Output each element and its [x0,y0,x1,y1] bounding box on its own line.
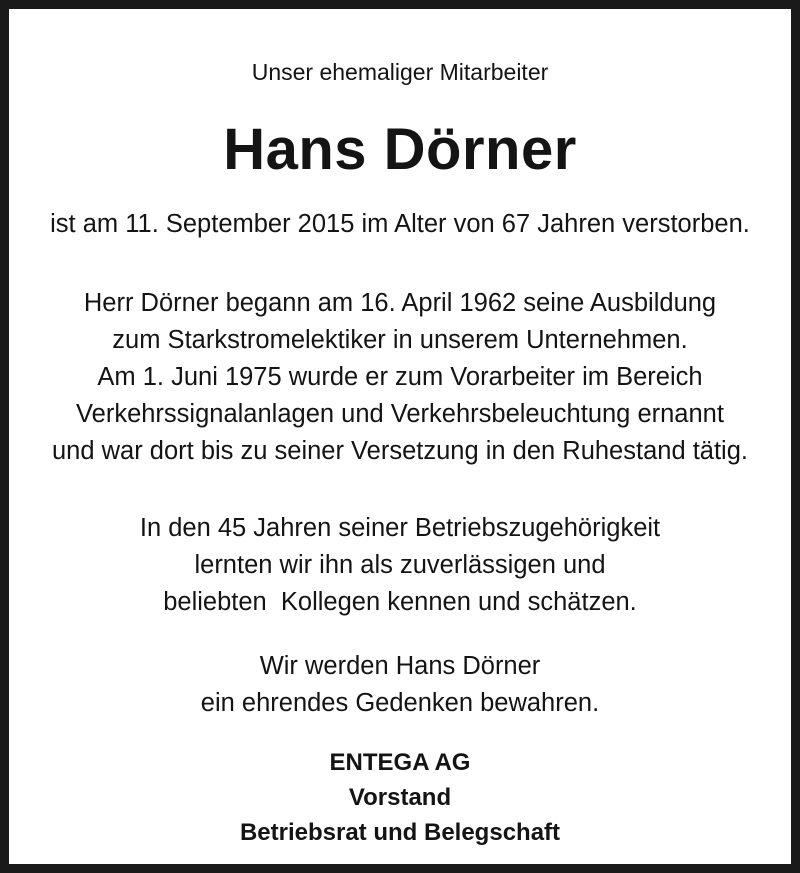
career-line: Herr Dörner begann am 16. April 1962 seine Ausbildung [83,289,717,317]
memory-line: Wir werden Hans Dörner [259,652,541,680]
memory-line: ein ehrendes Gedenken bewahren. [200,689,600,717]
intro-text: Unser ehemaliger Mitarbeiter [251,59,549,85]
death-statement: ist am 11. September 2015 im Alter von 67 Jahren verstorben. [50,210,750,238]
career-line: zum Starkstromelektiker in unserem Unternehmen. [112,326,688,354]
staff-signature: Betriebsrat und Belegschaft [239,819,561,846]
board-signature: Vorstand [348,784,452,811]
tenure-line: lernten wir ihn als zuverlässigen und [194,551,606,579]
company-name: ENTEGA AG [329,749,471,776]
tenure-line: In den 45 Jahren seiner Betriebszugehörigkeit [139,514,661,542]
tenure-line: beliebten Kollegen kennen und schätzen. [163,588,637,616]
career-line: Am 1. Juni 1975 wurde er zum Vorarbeiter im Bereich [97,363,703,391]
career-line: und war dort bis zu seiner Versetzung in den Ruhestand tätig. [51,437,748,465]
signature-block [9,745,791,850]
deceased-name: Hans Dörner [223,117,577,182]
memory-paragraph [9,648,791,722]
tenure-paragraph [9,510,791,621]
career-line: Verkehrssignalanlagen und Verkehrsbeleuchtung ernannt [76,400,724,428]
career-paragraph [9,285,791,470]
